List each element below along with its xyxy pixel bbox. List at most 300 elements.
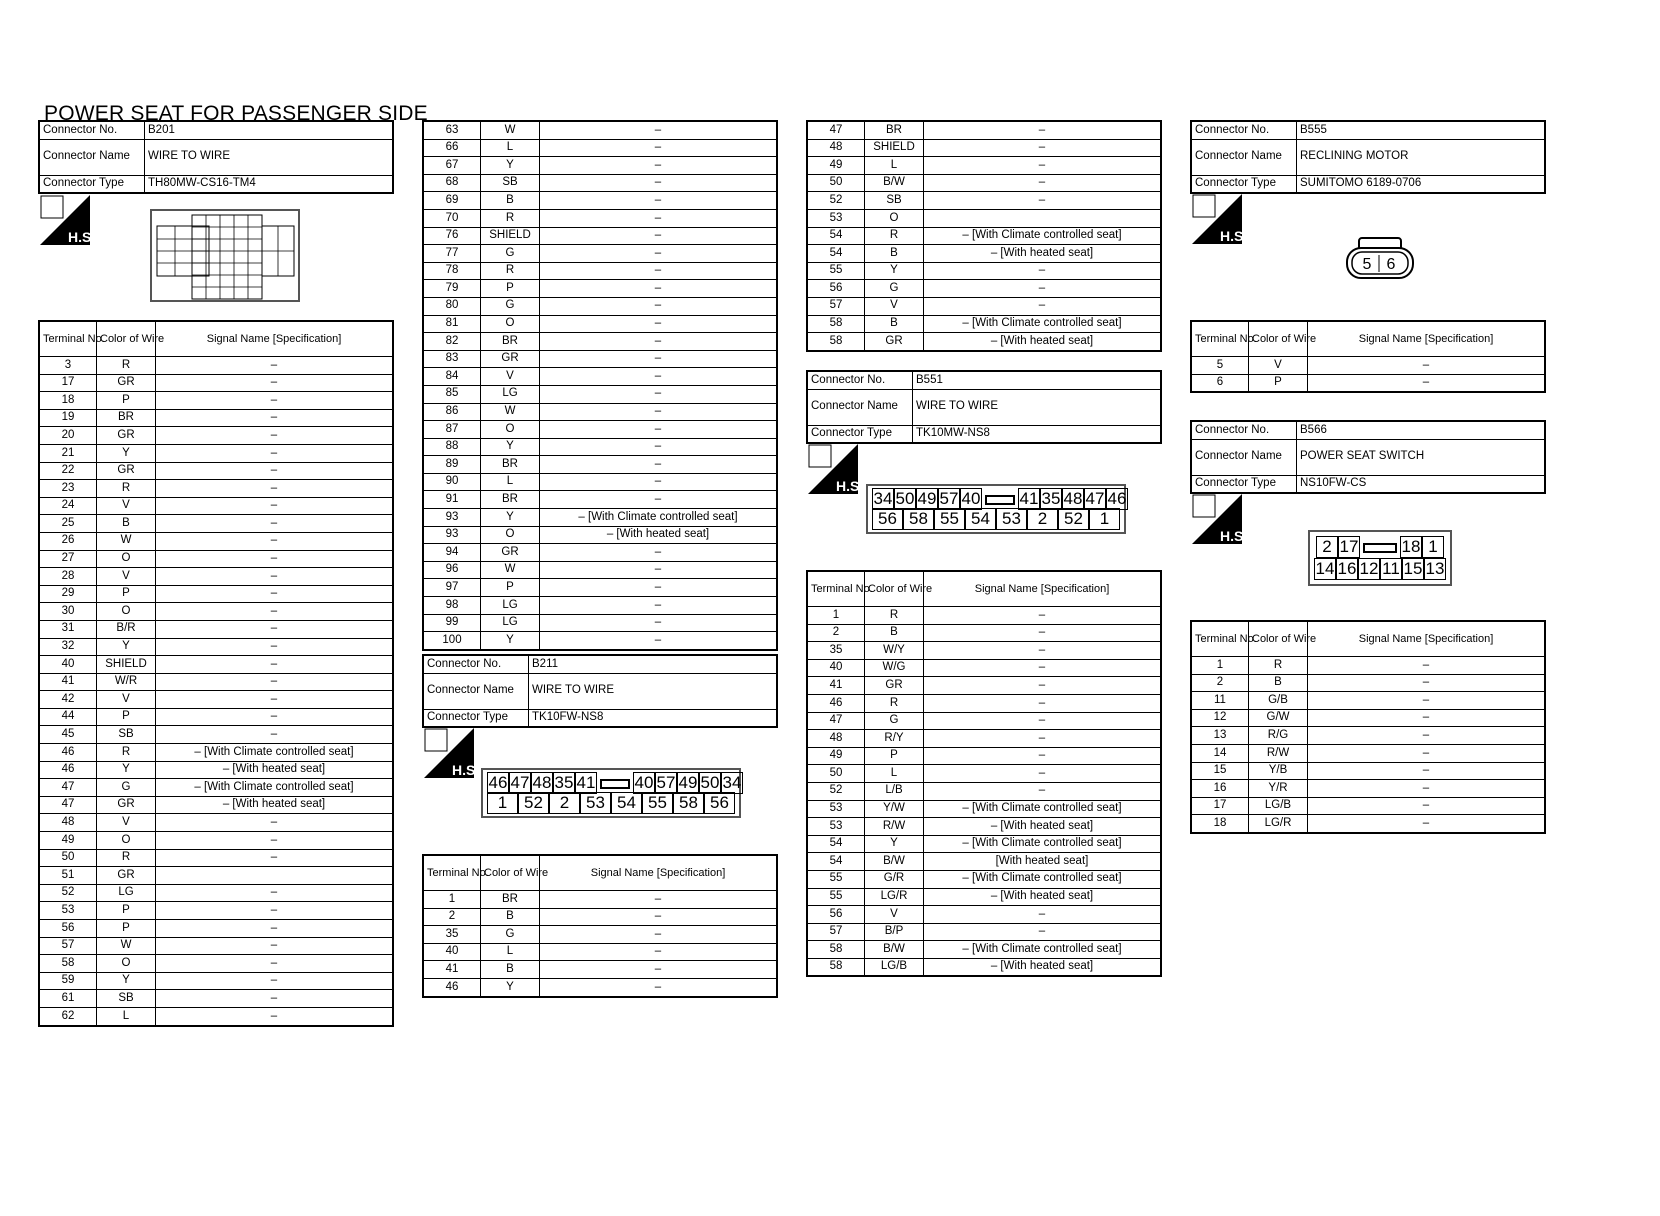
terminal-no-cell: 61 [39, 990, 97, 1008]
terminal-no-cell: 82 [423, 333, 481, 351]
connector-pin: 49 [678, 773, 698, 792]
table-row [807, 262, 1161, 280]
b211-connector-info [422, 654, 778, 728]
terminal-no-cell: 91 [423, 491, 481, 509]
wire-color-cell: B [1249, 674, 1308, 692]
signal-name-cell: – [1308, 780, 1546, 798]
signal-name-cell: – [540, 908, 778, 926]
table-row [39, 638, 393, 656]
signal-name-cell: – [924, 659, 1162, 677]
table-row [39, 357, 393, 375]
terminal-no-cell: 48 [807, 139, 865, 157]
terminal-no-cell: 87 [423, 421, 481, 439]
signal-name-cell: – [540, 280, 778, 298]
table-row [807, 782, 1161, 800]
wire-color-cell: R/W [1249, 744, 1308, 762]
connector-no-label: Connector No. [39, 121, 145, 139]
terminal-no-cell: 77 [423, 245, 481, 263]
wire-color-cell: R [865, 227, 924, 245]
connector-pin: 11 [1380, 558, 1402, 580]
terminal-no-cell: 24 [39, 497, 97, 515]
signal-name-cell: – [With Climate controlled seat] [924, 227, 1162, 245]
terminal-no-cell: 52 [807, 782, 865, 800]
signal-name-cell: – [156, 515, 394, 533]
signal-name-cell: – [924, 624, 1162, 642]
wire-color-cell: Y [97, 444, 156, 462]
table-row [39, 779, 393, 797]
signal-name-cell: – [924, 694, 1162, 712]
table-row [807, 297, 1161, 315]
wire-color-cell: Y [97, 761, 156, 779]
wire-color-cell: GR [481, 350, 540, 368]
table-row [39, 832, 393, 850]
terminal-no-cell: 58 [39, 955, 97, 973]
table-row [1191, 762, 1545, 780]
terminal-no-cell: 19 [39, 409, 97, 427]
pin-5: 5 [1362, 256, 1372, 273]
terminal-no-cell: 54 [807, 245, 865, 263]
wire-color-cell: O [97, 955, 156, 973]
b566-terminal-table [1190, 620, 1546, 834]
signal-name-cell: – [With Climate controlled seat] [924, 800, 1162, 818]
signal-header: Signal Name [Specification] [156, 321, 394, 357]
wire-color-cell: O [97, 550, 156, 568]
terminal-no-cell: 29 [39, 585, 97, 603]
wire-color-cell: P [1249, 374, 1308, 392]
table-row [39, 796, 393, 814]
connector-pin: 53 [996, 508, 1027, 530]
terminal-no-cell: 2 [807, 624, 865, 642]
table-row [39, 497, 393, 515]
table-row [39, 568, 393, 586]
terminal-no-cell: 54 [807, 835, 865, 853]
table-row [423, 579, 777, 597]
wire-color-cell: R/G [1249, 727, 1308, 745]
table-row [39, 409, 393, 427]
connector-name-label: Connector Name [1191, 439, 1297, 475]
connector-name-value: POWER SEAT SWITCH [1297, 439, 1546, 475]
wire-color-cell: P [97, 708, 156, 726]
signal-name-cell: – [1308, 357, 1546, 375]
table-row [1191, 727, 1545, 745]
table-row [423, 561, 777, 579]
b555-connector-face [1345, 236, 1415, 280]
connector-pin: 46 [1107, 489, 1127, 508]
connector-type-value: NS10FW-CS [1297, 475, 1546, 493]
connector-pin: 54 [965, 508, 996, 530]
signal-name-cell: – [540, 544, 778, 562]
signal-name-cell: – [With heated seat] [924, 333, 1162, 351]
table-row [39, 744, 393, 762]
connector-pin: 50 [895, 489, 915, 508]
terminal-no-cell: 40 [39, 656, 97, 674]
hs-icon [424, 728, 480, 778]
wire-color-cell: B [481, 908, 540, 926]
table-row [423, 926, 777, 944]
signal-name-cell: – [156, 357, 394, 375]
b201-connector-info [38, 120, 394, 194]
terminal-no-cell: 17 [39, 374, 97, 392]
signal-name-cell: – [540, 333, 778, 351]
table-row [39, 515, 393, 533]
b211-terminal-table [422, 854, 778, 998]
wire-color-cell: GR [97, 796, 156, 814]
connector-pin: 52 [518, 792, 549, 814]
connector-pin: 53 [580, 792, 611, 814]
table-row [807, 642, 1161, 660]
svg-text:H.S.: H.S. [452, 762, 480, 778]
wire-color-cell: G [865, 712, 924, 730]
wire-color-cell: LG [481, 614, 540, 632]
wire-color-cell: GR [97, 374, 156, 392]
terminal-no-cell: 25 [39, 515, 97, 533]
signal-name-cell: – [924, 139, 1162, 157]
terminal-no-cell: 1 [423, 891, 481, 909]
wire-color-cell: W/Y [865, 642, 924, 660]
terminal-no-cell: 35 [807, 642, 865, 660]
table-row [1191, 674, 1545, 692]
signal-name-cell: – [540, 456, 778, 474]
connector-pin: 49 [917, 489, 937, 508]
signal-name-cell: – [With heated seat] [924, 245, 1162, 263]
wire-color-cell: W [97, 937, 156, 955]
wire-color-cell: R [97, 744, 156, 762]
connector-pin: 57 [939, 489, 959, 508]
wire-color-cell: Y [865, 835, 924, 853]
table-row [1191, 709, 1545, 727]
terminal-no-cell: 45 [39, 726, 97, 744]
signal-name-cell: – [540, 491, 778, 509]
b201-connector-face [150, 209, 300, 302]
connector-pin: 12 [1359, 559, 1379, 578]
table-row [807, 747, 1161, 765]
wire-color-cell: SB [865, 192, 924, 210]
table-row [39, 761, 393, 779]
table-row [39, 884, 393, 902]
table-row [807, 245, 1161, 263]
connector-pin: 46 [488, 773, 508, 792]
connector-pin: 48 [1063, 489, 1083, 508]
signal-name-cell: – [924, 280, 1162, 298]
signal-name-cell: – [924, 782, 1162, 800]
color-header: Color of Wire [481, 855, 540, 891]
table-row [423, 262, 777, 280]
connector-pin: 13 [1425, 559, 1445, 578]
signal-name-cell: – [540, 438, 778, 456]
terminal-no-cell: 79 [423, 280, 481, 298]
wire-color-cell: R [865, 694, 924, 712]
connector-pin: 56 [704, 792, 735, 814]
table-row [39, 585, 393, 603]
table-row [423, 978, 777, 996]
signal-name-cell: – [156, 726, 394, 744]
terminal-no-cell: 2 [423, 908, 481, 926]
page-title: POWER SEAT FOR PASSENGER SIDE [44, 102, 428, 125]
wire-color-cell: GR [97, 867, 156, 885]
wire-color-cell: G/W [1249, 709, 1308, 727]
wire-color-cell: BR [481, 891, 540, 909]
terminal-no-cell: 47 [39, 779, 97, 797]
b555-connector-info [1190, 120, 1546, 194]
wire-color-cell: BR [865, 121, 924, 139]
signal-name-cell: – [With heated seat] [924, 888, 1162, 906]
signal-name-cell: – [924, 642, 1162, 660]
wire-color-cell: O [97, 832, 156, 850]
connector-pin: 17 [1339, 537, 1359, 556]
signal-name-cell: – [With Climate controlled seat] [924, 315, 1162, 333]
wire-color-cell: R [865, 607, 924, 625]
table-row [39, 972, 393, 990]
signal-name-cell: – [With heated seat] [156, 796, 394, 814]
terminal-no-cell: 57 [807, 297, 865, 315]
wire-color-cell: GR [865, 677, 924, 695]
table-row [423, 509, 777, 527]
wire-color-cell: SB [97, 726, 156, 744]
connector-lock-tab [597, 772, 633, 792]
terminal-no-cell: 52 [807, 192, 865, 210]
table-row [807, 730, 1161, 748]
signal-name-cell: – [156, 532, 394, 550]
terminal-no-cell: 54 [807, 227, 865, 245]
wire-color-cell: G [481, 245, 540, 263]
terminal-no-cell: 50 [807, 765, 865, 783]
table-row [1191, 374, 1545, 392]
wire-color-cell: BR [481, 491, 540, 509]
signal-name-cell: – [924, 712, 1162, 730]
table-row [423, 385, 777, 403]
terminal-no-cell: 1 [807, 607, 865, 625]
table-row [39, 427, 393, 445]
table-row [423, 368, 777, 386]
terminal-no-cell: 55 [807, 262, 865, 280]
wire-color-cell: SHIELD [865, 139, 924, 157]
wire-color-cell: B [481, 192, 540, 210]
signal-name-cell: – [156, 972, 394, 990]
table-row [423, 943, 777, 961]
terminal-no-cell: 88 [423, 438, 481, 456]
table-row [807, 694, 1161, 712]
table-row [423, 174, 777, 192]
signal-name-cell: – [156, 638, 394, 656]
table-row [39, 691, 393, 709]
signal-name-cell: – [924, 157, 1162, 175]
wire-color-cell: B/P [865, 923, 924, 941]
connector-pin: 16 [1337, 559, 1357, 578]
terminal-no-cell: 5 [1191, 357, 1249, 375]
wire-color-cell: V [97, 691, 156, 709]
wire-color-cell: LG/R [865, 888, 924, 906]
terminal-no-cell: 85 [423, 385, 481, 403]
table-row [1191, 357, 1545, 375]
signal-name-cell: – [156, 884, 394, 902]
wire-color-cell: P [97, 392, 156, 410]
signal-name-cell: – [540, 943, 778, 961]
signal-name-cell: – [540, 978, 778, 996]
connector-no-label: Connector No. [1191, 421, 1297, 439]
terminal-no-header: Terminal No. [807, 571, 865, 607]
terminal-no-cell: 46 [39, 761, 97, 779]
signal-name-cell: – [156, 656, 394, 674]
table-row [423, 473, 777, 491]
terminal-no-cell: 57 [807, 923, 865, 941]
terminal-no-cell: 1 [1191, 657, 1249, 675]
wire-color-cell: LG/R [1249, 815, 1308, 833]
wire-color-cell: L [865, 157, 924, 175]
table-row [423, 157, 777, 175]
b201-terminal-table-continued [422, 120, 778, 651]
wire-color-cell: O [481, 421, 540, 439]
signal-name-cell [924, 209, 1162, 227]
connector-pin: 52 [1058, 508, 1089, 530]
table-row [39, 1007, 393, 1025]
wire-color-cell: Y/B [1249, 762, 1308, 780]
signal-name-cell: – [540, 926, 778, 944]
table-row [39, 532, 393, 550]
table-row [423, 192, 777, 210]
connector-pin: 35 [1041, 489, 1061, 508]
signal-name-cell: – [With Climate controlled seat] [924, 870, 1162, 888]
table-row [807, 906, 1161, 924]
table-row [423, 891, 777, 909]
table-row [807, 818, 1161, 836]
terminal-no-cell: 80 [423, 297, 481, 315]
color-header: Color of Wire [1249, 621, 1308, 657]
connector-name-value: RECLINING MOTOR [1297, 139, 1546, 175]
signal-name-cell: – [540, 403, 778, 421]
terminal-no-cell: 46 [423, 978, 481, 996]
terminal-no-cell: 62 [39, 1007, 97, 1025]
wire-color-cell: O [481, 526, 540, 544]
connector-pin: 18 [1401, 537, 1421, 556]
table-row [807, 139, 1161, 157]
signal-name-cell: – [With Climate controlled seat] [924, 941, 1162, 959]
terminal-no-cell: 90 [423, 473, 481, 491]
signal-name-cell: – [156, 480, 394, 498]
wire-color-cell: Y [481, 509, 540, 527]
signal-name-cell: – [156, 708, 394, 726]
terminal-no-cell: 98 [423, 597, 481, 615]
terminal-no-cell: 50 [39, 849, 97, 867]
signal-name-cell: – [156, 497, 394, 515]
wire-color-cell: B/W [865, 941, 924, 959]
terminal-no-cell: 55 [807, 870, 865, 888]
wire-color-cell: B [865, 245, 924, 263]
terminal-no-cell: 49 [807, 157, 865, 175]
table-row [423, 597, 777, 615]
table-row [807, 941, 1161, 959]
connector-type-value: TK10FW-NS8 [529, 709, 778, 727]
signal-name-cell: – [156, 603, 394, 621]
pin-6: 6 [1386, 256, 1396, 273]
wire-color-cell: LG/B [865, 958, 924, 976]
connector-type-value: TH80MW-CS16-TM4 [145, 175, 394, 193]
connector-no-value: B566 [1297, 421, 1546, 439]
wire-color-cell: R/Y [865, 730, 924, 748]
signal-name-cell: – [924, 765, 1162, 783]
svg-text:H.S.: H.S. [836, 478, 864, 494]
table-row [423, 544, 777, 562]
wire-color-cell: L/B [865, 782, 924, 800]
terminal-no-cell: 52 [39, 884, 97, 902]
table-row [39, 849, 393, 867]
wire-color-cell: P [865, 747, 924, 765]
wire-color-cell: V [481, 368, 540, 386]
table-row [807, 192, 1161, 210]
wire-color-cell: GR [97, 462, 156, 480]
table-row [39, 902, 393, 920]
connector-pin: 40 [961, 489, 981, 508]
signal-name-cell: – [With heated seat] [924, 818, 1162, 836]
terminal-no-cell: 35 [423, 926, 481, 944]
table-row [423, 333, 777, 351]
table-row [39, 392, 393, 410]
signal-name-cell: – [156, 849, 394, 867]
signal-name-cell: – [1308, 762, 1546, 780]
connector-pin: 55 [642, 792, 673, 814]
signal-name-cell: – [1308, 709, 1546, 727]
wire-color-cell: V [97, 568, 156, 586]
connector-type-value: TK10MW-NS8 [913, 425, 1162, 443]
color-header: Color of Wire [865, 571, 924, 607]
terminal-no-cell: 41 [39, 673, 97, 691]
signal-header: Signal Name [Specification] [924, 571, 1162, 607]
wire-color-cell: G/R [865, 870, 924, 888]
signal-name-cell: – [156, 392, 394, 410]
wire-color-cell: R [97, 849, 156, 867]
table-row [807, 677, 1161, 695]
table-row [39, 920, 393, 938]
connector-no-label: Connector No. [807, 371, 913, 389]
wire-color-cell: V [865, 906, 924, 924]
signal-name-cell: – [924, 297, 1162, 315]
table-row [423, 297, 777, 315]
wire-color-cell: R [481, 209, 540, 227]
signal-name-cell: – [924, 262, 1162, 280]
wire-color-cell: W/R [97, 673, 156, 691]
table-row [807, 712, 1161, 730]
signal-name-cell: – [924, 121, 1162, 139]
table-row [423, 456, 777, 474]
terminal-no-cell: 14 [1191, 744, 1249, 762]
signal-name-cell: – [540, 891, 778, 909]
wire-color-cell: SB [97, 990, 156, 1008]
connector-name-label: Connector Name [39, 139, 145, 175]
wire-color-cell: Y [865, 262, 924, 280]
wire-color-cell: SB [481, 174, 540, 192]
terminal-no-cell: 58 [807, 315, 865, 333]
connector-pin: 1 [487, 792, 518, 814]
terminal-no-cell: 44 [39, 708, 97, 726]
connector-pin: 2 [549, 792, 580, 814]
signal-name-cell: – [156, 920, 394, 938]
terminal-no-cell: 78 [423, 262, 481, 280]
wire-color-cell: G [481, 926, 540, 944]
table-row [39, 990, 393, 1008]
terminal-no-cell: 58 [807, 333, 865, 351]
signal-header: Signal Name [Specification] [1308, 321, 1546, 357]
wire-color-cell: GR [97, 427, 156, 445]
table-row [807, 835, 1161, 853]
table-row [807, 800, 1161, 818]
signal-name-cell: – [1308, 657, 1546, 675]
terminal-no-header: Terminal No. [39, 321, 97, 357]
table-row [39, 550, 393, 568]
connector-no-value: B551 [913, 371, 1162, 389]
signal-name-cell: – [540, 121, 778, 139]
table-row [807, 659, 1161, 677]
connector-no-label: Connector No. [1191, 121, 1297, 139]
wire-color-cell: B [865, 624, 924, 642]
